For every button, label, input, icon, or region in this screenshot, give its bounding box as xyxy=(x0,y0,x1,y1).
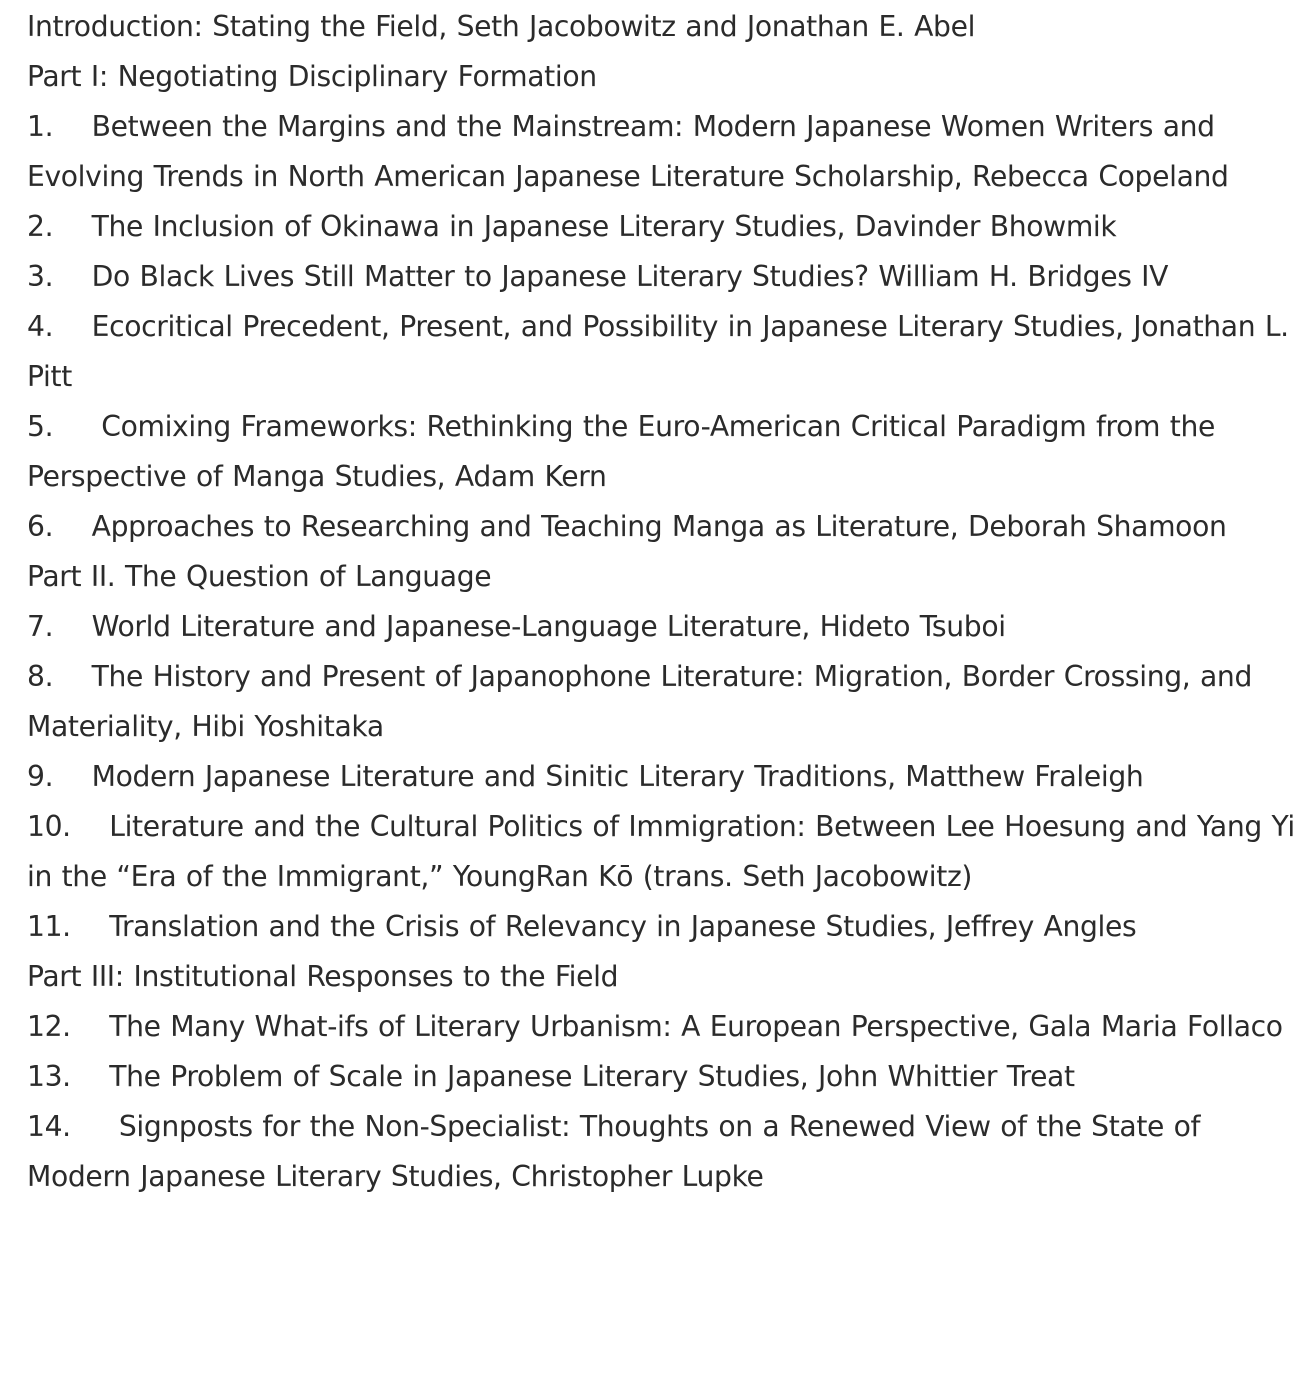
toc-chapter-6: 6. Approaches to Researching and Teaching Manga as Literature, Deborah Shamoon xyxy=(27,510,1227,543)
toc-chapter-2: 2. The Inclusion of Okinawa in Japanese Literary Studies, Davinder Bhowmik xyxy=(27,210,1117,243)
toc-chapter-13: 13. The Problem of Scale in Japanese Literary Studies, John Whittier Treat xyxy=(27,1060,1075,1093)
toc-chapter-8: 8. The History and Present of Japanophone Literature: Migration, Border Crossing, and Materiality, Hibi Yoshitaka xyxy=(27,660,1262,743)
toc-chapter-9: 9. Modern Japanese Literature and Sinitic Literary Traditions, Matthew Fraleigh xyxy=(27,760,1144,793)
toc-chapter-3: 3. Do Black Lives Still Matter to Japanese Literary Studies? William H. Bridges IV xyxy=(27,260,1169,293)
toc-chapter-14: 14. Signposts for the Non-Specialist: Thoughts on a Renewed View of the State of Modern Japanese Literary Studies, Christopher Lupke xyxy=(27,1110,1210,1193)
toc-part-heading-2: Part II. The Question of Language xyxy=(27,560,492,593)
toc-chapter-7: 7. World Literature and Japanese-Language Literature, Hideto Tsuboi xyxy=(27,610,1006,643)
toc-chapter-4: 4. Ecocritical Precedent, Present, and Possibility in Japanese Literary Studies, Jonathan L. Pitt xyxy=(27,310,1299,393)
toc-chapter-10: 10. Literature and the Cultural Politics of Immigration: Between Lee Hoesung and Yang Yi in the “Era of the Immigrant,” YoungRan Kō (trans. Seth Jacobowitz) xyxy=(27,810,1305,893)
toc-chapter-5: 5. Comixing Frameworks: Rethinking the Euro-American Critical Paradigm from the Perspective of Manga Studies, Adam Kern xyxy=(27,410,1225,493)
toc-chapter-1: 1. Between the Margins and the Mainstream: Modern Japanese Women Writers and Evolving Trends in North American Japanese Literature Scholarship, Rebecca Copeland xyxy=(27,110,1229,193)
toc-chapter-12: 12. The Many What-ifs of Literary Urbanism: A European Perspective, Gala Maria Follaco xyxy=(27,1010,1283,1043)
toc-part-heading-3: Part III: Institutional Responses to the Field xyxy=(27,960,619,993)
table-of-contents xyxy=(27,2,1305,1202)
toc-part-heading-1: Part I: Negotiating Disciplinary Formation xyxy=(27,60,597,93)
toc-introduction: Introduction: Stating the Field, Seth Jacobowitz and Jonathan E. Abel xyxy=(27,10,976,43)
toc-chapter-11: 11. Translation and the Crisis of Relevancy in Japanese Studies, Jeffrey Angles xyxy=(27,910,1137,943)
